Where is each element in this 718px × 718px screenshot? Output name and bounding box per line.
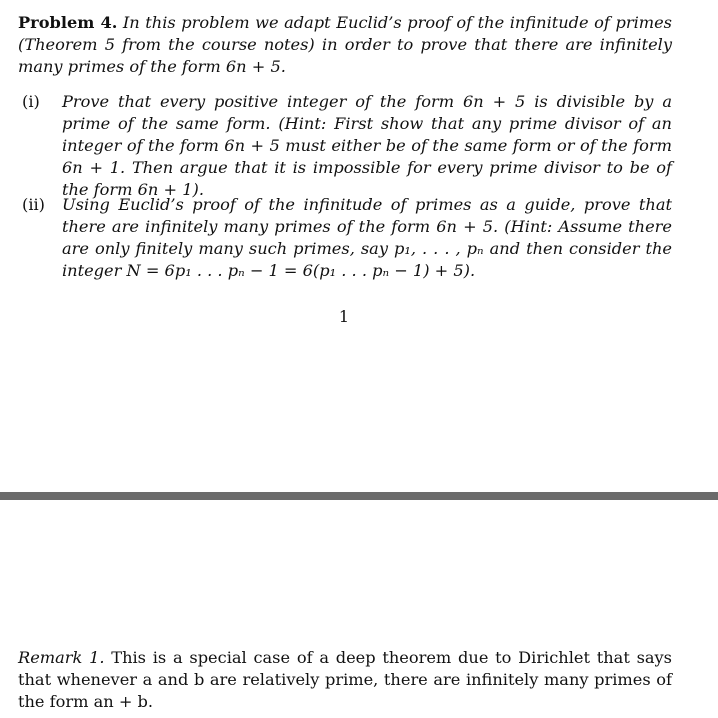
remark-text: This is a special case of a deep theorem due to Dirichlet that says that whenever a and b are relatively prime, there are infinitely many primes of the form an + b. [18,648,672,711]
problem-heading: Problem 4. [18,13,118,32]
part-i-text: Prove that every positive integer of the form 6n + 5 is divisible by a prime of the same form. (Hint: First show that any prime divisor of an integer of the form 6n + 5 must either be of the same form or of the form 6n + 1. Then argue that it is impossible for every prime divisor to be of the form 6n + 1). [62,92,672,199]
page-number: 1 [338,307,350,326]
part-i [22,91,672,201]
remark [18,647,672,713]
part-i-label: (i) [22,92,40,111]
page-2 [0,500,718,718]
part-ii-label: (ii) [22,195,45,214]
page-separator [0,492,718,500]
remark-label: Remark 1. [18,648,105,667]
part-ii-text: Using Euclid’s proof of the infinitude of primes as a guide, prove that there are infinitely many primes of the form 6n + 5. (Hint: Assume there are only finitely many such primes, say p₁, . . . , pₙ and then consider the integer N = 6p₁ . . . pₙ − 1 = 6(p₁ . . . pₙ − 1) + 5). [62,195,672,280]
problem-text: In this problem we adapt Euclid’s proof of the infinitude of primes (Theorem 5 from the course notes) in order to prove that there are infinitely many primes of the form 6n + 5. [18,13,672,76]
problem-statement [18,12,672,78]
part-ii [22,194,672,282]
